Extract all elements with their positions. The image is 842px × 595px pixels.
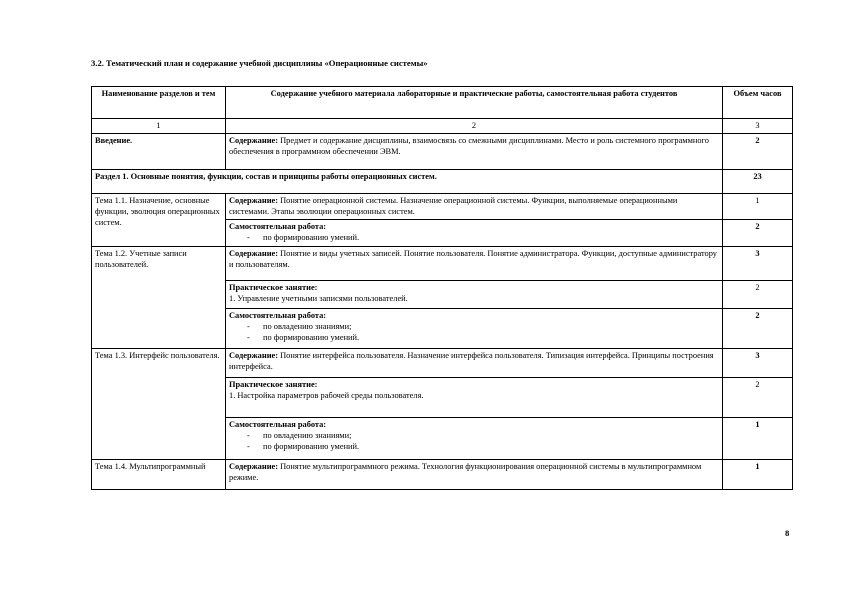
content-label: Содержание: [229,196,279,205]
topic12-practice-hours: 2 [723,281,793,309]
intro-content [226,134,723,170]
topic11-self-work [226,220,723,247]
header-topics: Наименование разделов и тем [92,87,226,119]
content-text: Предмет и содержание дисциплины, взаимосвязь со смежными дисциплинами. Место и роль системного программного обеспечения в программном обеспечении ЭВМ. [229,136,709,156]
header-hours: Объем часов [723,87,793,119]
topic13-content [226,349,723,378]
topic11-title: Тема 1.1. Назначение, основные функции, эволюция операционных систем. [92,194,226,247]
content-text: Понятие и виды учетных записей. Понятие пользователя. Понятие администратора. Функции, доступные администратору и пользователям. [229,249,717,269]
topic14-content [226,460,723,490]
list-item: - по формированию умений. [247,442,360,451]
intro-hours: 2 [723,134,793,170]
topic11-content-hours: 1 [723,194,793,220]
topic12-content [226,247,723,281]
topic13-practice [226,378,723,418]
list-item: - по овладению знаниями; [247,322,352,331]
topic13-self-work [226,418,723,460]
topic12-self-work [226,309,723,349]
intro-row [92,134,793,170]
list-item: - по формированию умений. [247,233,360,242]
practice-text: 1. Управление учетными записями пользователей. [229,294,408,303]
page-heading: 3.2. Тематический план и содержание учебной дисциплины «Операционные системы» [91,58,428,68]
practice-label: Практическое занятие: [229,283,318,292]
self-work-label: Самостоятельная работа: [229,222,327,231]
content-label: Содержание: [229,462,279,471]
topic13-self-hours: 1 [723,418,793,460]
practice-label: Практическое занятие: [229,380,318,389]
topic12-content-row [92,247,793,281]
content-label: Содержание: [229,249,279,258]
column-numbers-row [92,119,793,134]
page-number: 8 [785,528,790,538]
list-item: - по овладению знаниями; [247,431,352,440]
topic12-title: Тема 1.2. Учетные записи пользователей. [92,247,226,349]
content-label: Содержание: [229,351,279,360]
self-work-label: Самостоятельная работа: [229,420,327,429]
topic12-self-hours: 2 [723,309,793,349]
section-row [92,170,793,194]
column-number: 1 [92,119,226,134]
topic14-title: Тема 1.4. Мультипрограммный [92,460,226,490]
topic11-self-hours: 2 [723,220,793,247]
content-text: Понятие интерфейса пользователя. Назначение интерфейса пользователя. Типизация интерфейса. Принципы построения интерфейса. [229,351,714,371]
self-work-label: Самостоятельная работа: [229,311,327,320]
topic11-content-row [92,194,793,220]
topic13-content-row [92,349,793,378]
content-text: Понятие операционной системы. Назначение операционной системы. Функции, выполняемые операционными системами. Этапы эволюции операционных систем. [229,196,678,216]
table-header-row [92,87,793,119]
section-title: Раздел 1. Основные понятия, функции, состав и принципы работы операционных систем. [92,170,723,194]
topic13-content-hours: 3 [723,349,793,378]
content-text: Понятие мультипрограммного режима. Технология функционирования операционной системы в мультипрограммном режиме. [229,462,702,482]
practice-text: 1. Настройка параметров рабочей среды пользователя. [229,391,424,400]
topic13-practice-hours: 2 [723,378,793,418]
column-number: 3 [723,119,793,134]
column-number: 2 [226,119,723,134]
section-hours: 23 [723,170,793,194]
topic11-content [226,194,723,220]
intro-title: Введение. [92,134,226,170]
header-content: Содержание учебного материала лабораторные и практические работы, самостоятельная работа студентов [226,87,723,119]
topic14-content-row [92,460,793,490]
topic14-content-hours: 1 [723,460,793,490]
topic12-content-hours: 3 [723,247,793,281]
list-item: - по формированию умений. [247,333,360,342]
content-label: Содержание: [229,136,279,145]
thematic-plan-table [91,86,793,490]
topic12-practice [226,281,723,309]
topic13-title: Тема 1.3. Интерфейс пользователя. [92,349,226,460]
